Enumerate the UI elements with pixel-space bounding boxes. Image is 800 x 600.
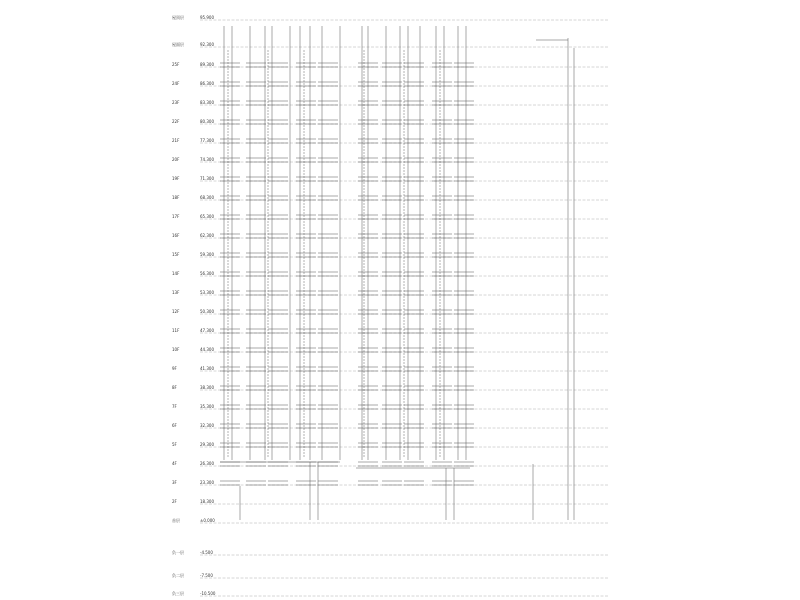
floor-label: 屋顶层 xyxy=(172,15,184,21)
floor-elevation: 62.300 xyxy=(200,233,214,239)
floor-label: 14F xyxy=(172,271,180,277)
floor-elevation: 89.300 xyxy=(200,62,214,68)
floor-elevation: 38.300 xyxy=(200,385,214,391)
floor-elevation: 65.300 xyxy=(200,214,214,220)
floor-label: 8F xyxy=(172,385,177,391)
floor-label: 负一层 xyxy=(172,550,184,556)
floor-elevation: 83.300 xyxy=(200,100,214,106)
floor-label: 24F xyxy=(172,81,180,87)
floor-elevation: 29.300 xyxy=(200,442,214,448)
floor-elevation: 23.300 xyxy=(200,480,214,486)
floor-label: 13F xyxy=(172,290,180,296)
floor-elevation: 26.300 xyxy=(200,461,214,467)
floor-label: 23F xyxy=(172,100,180,106)
floor-elevation: 86.300 xyxy=(200,81,214,87)
floor-elevation: 32.300 xyxy=(200,423,214,429)
floor-label: 11F xyxy=(172,328,180,334)
floor-elevation: ±0.000 xyxy=(200,518,215,524)
floor-elevation: 80.300 xyxy=(200,119,214,125)
floor-label: 21F xyxy=(172,138,180,144)
floor-elevation: 50.300 xyxy=(200,309,214,315)
floor-elevation: 44.300 xyxy=(200,347,214,353)
floor-elevation: -7.500 xyxy=(200,573,213,579)
floor-elevation: 41.300 xyxy=(200,366,214,372)
floor-elevation: 71.300 xyxy=(200,176,214,182)
floor-label: 7F xyxy=(172,404,177,410)
floor-label: 3F xyxy=(172,480,177,486)
floor-label: 9F xyxy=(172,366,177,372)
floor-label: 18F xyxy=(172,195,180,201)
floor-elevation: -10.500 xyxy=(200,591,216,597)
floor-label: 5F xyxy=(172,442,177,448)
floor-elevation: -4.500 xyxy=(200,550,213,556)
floor-label: 负二层 xyxy=(172,573,184,579)
floor-label: 17F xyxy=(172,214,180,220)
floor-label: 6F xyxy=(172,423,177,429)
riser-pipes-group xyxy=(224,26,574,520)
floor-elevation: 92.300 xyxy=(200,42,214,48)
floor-elevation: 77.300 xyxy=(200,138,214,144)
floor-label: 19F xyxy=(172,176,180,182)
floor-label: 首层 xyxy=(172,518,180,524)
floor-label: 20F xyxy=(172,157,180,163)
floor-label: 22F xyxy=(172,119,180,125)
floor-label: 2F xyxy=(172,499,177,505)
floor-label: 12F xyxy=(172,309,180,315)
floor-elevation: 56.300 xyxy=(200,271,214,277)
floor-label: 10F xyxy=(172,347,180,353)
floor-elevation: 68.300 xyxy=(200,195,214,201)
floor-label: 4F xyxy=(172,461,177,467)
floor-elevation: 74.300 xyxy=(200,157,214,163)
floor-label: 16F xyxy=(172,233,180,239)
floor-label: 负三层 xyxy=(172,591,184,597)
floor-elevation: 53.300 xyxy=(200,290,214,296)
floor-elevation: 35.300 xyxy=(200,404,214,410)
floor-elevation: 47.300 xyxy=(200,328,214,334)
floor-label: 25F xyxy=(172,62,180,68)
floor-elevation: 95.900 xyxy=(200,15,214,21)
floor-label: 15F xyxy=(172,252,180,258)
floor-elevation: 18.300 xyxy=(200,499,214,505)
floor-elevation: 59.300 xyxy=(200,252,214,258)
floor-label: 屋面层 xyxy=(172,42,184,48)
floor-labels-group xyxy=(172,14,216,596)
